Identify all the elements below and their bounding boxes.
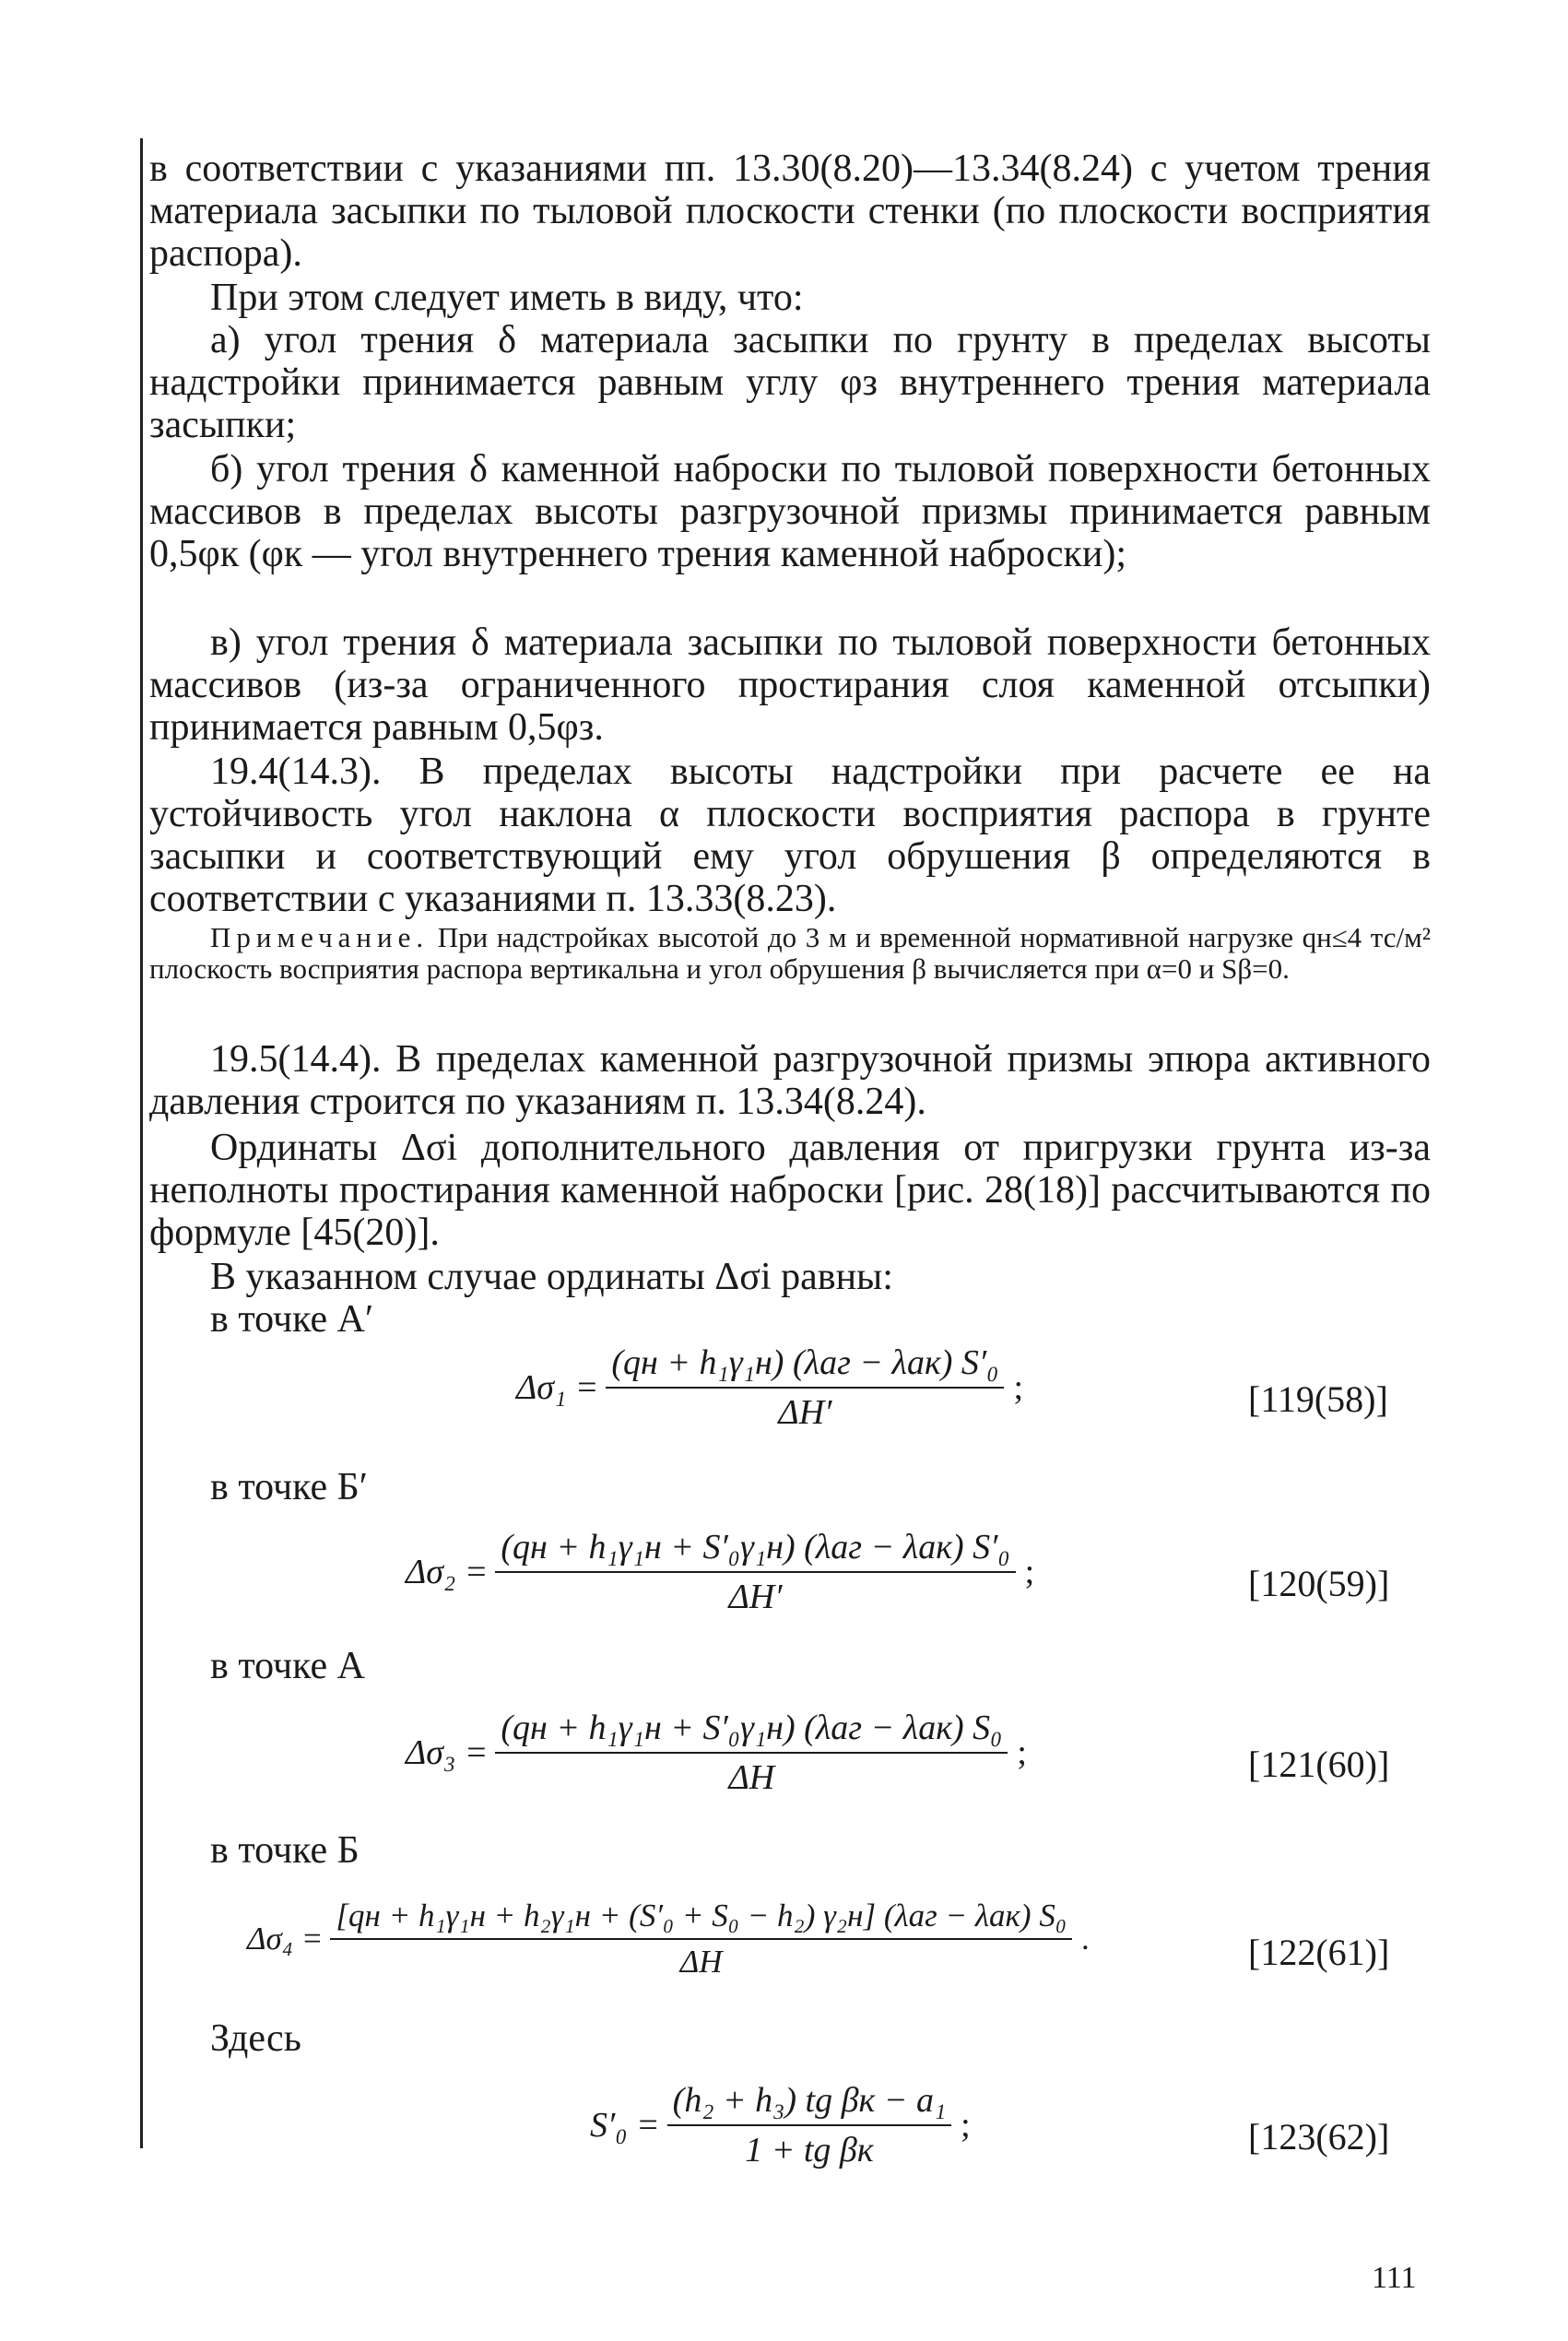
note-lead: Примечание.	[210, 921, 430, 953]
formula-numerator: (qн + h₁γ₁н) (λаг − λак) S′₀	[611, 1343, 999, 1382]
paragraph-continuation: в соответствии с указаниями пп. 13.30(8.20)—13.34(8.24) с учетом трения материала засыпки по тыловой плоскости стенки (по плоскости восприятия распора).	[149, 148, 1431, 275]
page-number: 111	[1372, 2261, 1417, 2295]
formula-lhs: Δσ₄ =	[247, 1921, 324, 1957]
formula-fraction	[606, 1342, 1004, 1433]
paragraph-intro: При этом следует иметь в виду, что:	[210, 277, 804, 319]
formula-end: ;	[1024, 1553, 1035, 1591]
formula-119	[516, 1342, 1023, 1433]
formula-denominator: ΔH	[728, 1758, 775, 1797]
label-point-b: в точке Б	[210, 1829, 360, 1872]
paragraph-19-5: 19.5(14.4). В пределах каменной разгрузочной призмы эпюра активного давления строится по указаниям п. 13.34(8.24).	[149, 1038, 1431, 1123]
equation-number-123: [123(62)]	[1248, 2116, 1390, 2158]
formula-end: ;	[961, 2106, 971, 2145]
formula-end: ;	[1013, 1368, 1024, 1407]
formula-denominator: 1 + tg βк	[745, 2131, 874, 2170]
margin-rule	[140, 138, 143, 2148]
label-point-b-prime: в точке Б′	[210, 1466, 368, 1508]
formula-lhs: Δσ₃ =	[406, 1733, 489, 1772]
equation-number-120: [120(59)]	[1248, 1563, 1390, 1604]
formula-fraction	[495, 1708, 1008, 1798]
formula-fraction	[330, 1898, 1072, 1980]
formula-end: .	[1081, 1921, 1090, 1957]
formula-denominator: ΔH	[679, 1944, 723, 1980]
equation-number-119: [119(58)]	[1248, 1378, 1388, 1420]
equation-number-122: [122(61)]	[1248, 1932, 1390, 1973]
formula-numerator: (h₂ + h₃) tg βк − a₁	[672, 2081, 947, 2120]
formula-numerator: (qн + h₁γ₁н + S′₀γ₁н) (λаг − λак) S′₀	[501, 1528, 1010, 1567]
formula-120	[406, 1527, 1034, 1617]
label-point-a: в точке А	[210, 1645, 365, 1687]
equation-number-121: [121(60)]	[1248, 1744, 1390, 1785]
formula-lhs: Δσ₁ =	[516, 1368, 599, 1407]
note-text: При надстройках высотой до 3 м и временной нормативной нагрузке qн≤4 тс/м² плоскость восприятия распора вертикальна и угол обрушения β вычисляется при α=0 и Sβ=0.	[149, 921, 1432, 985]
formula-numerator: (qн + h₁γ₁н + S′₀γ₁н) (λаг − λак) S₀	[501, 1708, 1003, 1747]
formula-123	[590, 2080, 971, 2170]
paragraph-item-a: а) угол трения δ материала засыпки по грунту в пределах высоты надстройки принимается равным углу φз внутреннего трения материала засыпки;	[149, 319, 1431, 446]
label-here: Здесь	[210, 2017, 301, 2060]
formula-numerator: [qн + h₁γ₁н + h₂γ₁н + (S′₀ + S₀ − h₂) γ₂н] (λаг − λак) S₀	[336, 1898, 1067, 1933]
formula-122	[247, 1898, 1090, 1980]
formula-fraction	[495, 1527, 1015, 1617]
note-paragraph	[149, 922, 1431, 985]
formula-fraction	[667, 2080, 952, 2170]
paragraph-item-v: в) угол трения δ материала засыпки по тыловой поверхности бетонных массивов (из-за ограниченного простирания слоя каменной отсыпки) принимается равным 0,5φз.	[149, 621, 1431, 749]
formula-121	[406, 1708, 1027, 1798]
formula-denominator: ΔH′	[728, 1578, 783, 1616]
label-point-a-prime: в точке А′	[210, 1298, 374, 1341]
paragraph-19-4: 19.4(14.3). В пределах высоты надстройки при расчете ее на устойчивость угол наклона α плоскости восприятия распора в грунте засыпки и соответствующий ему угол обрушения β определяются в соответствии с указаниями п. 13.33(8.23).	[149, 751, 1431, 920]
paragraph-ordinates: Ординаты Δσi дополнительного давления от пригрузки грунта из-за неполноты простирания каменной наброски [рис. 28(18)] рассчитываются по формуле [45(20)].	[149, 1127, 1431, 1254]
paragraph-case: В указанном случае ординаты Δσi равны:	[210, 1256, 893, 1298]
formula-end: ;	[1017, 1733, 1027, 1772]
paragraph-item-b: б) угол трения δ каменной наброски по тыловой поверхности бетонных массивов в пределах высоты разгрузочной призмы принимается равным 0,5φк (φк — угол внутреннего трения каменной наброски);	[149, 448, 1431, 575]
formula-lhs: Δσ₂ =	[406, 1553, 489, 1591]
formula-lhs: S′₀ =	[590, 2106, 660, 2145]
formula-denominator: ΔH′	[778, 1393, 832, 1432]
